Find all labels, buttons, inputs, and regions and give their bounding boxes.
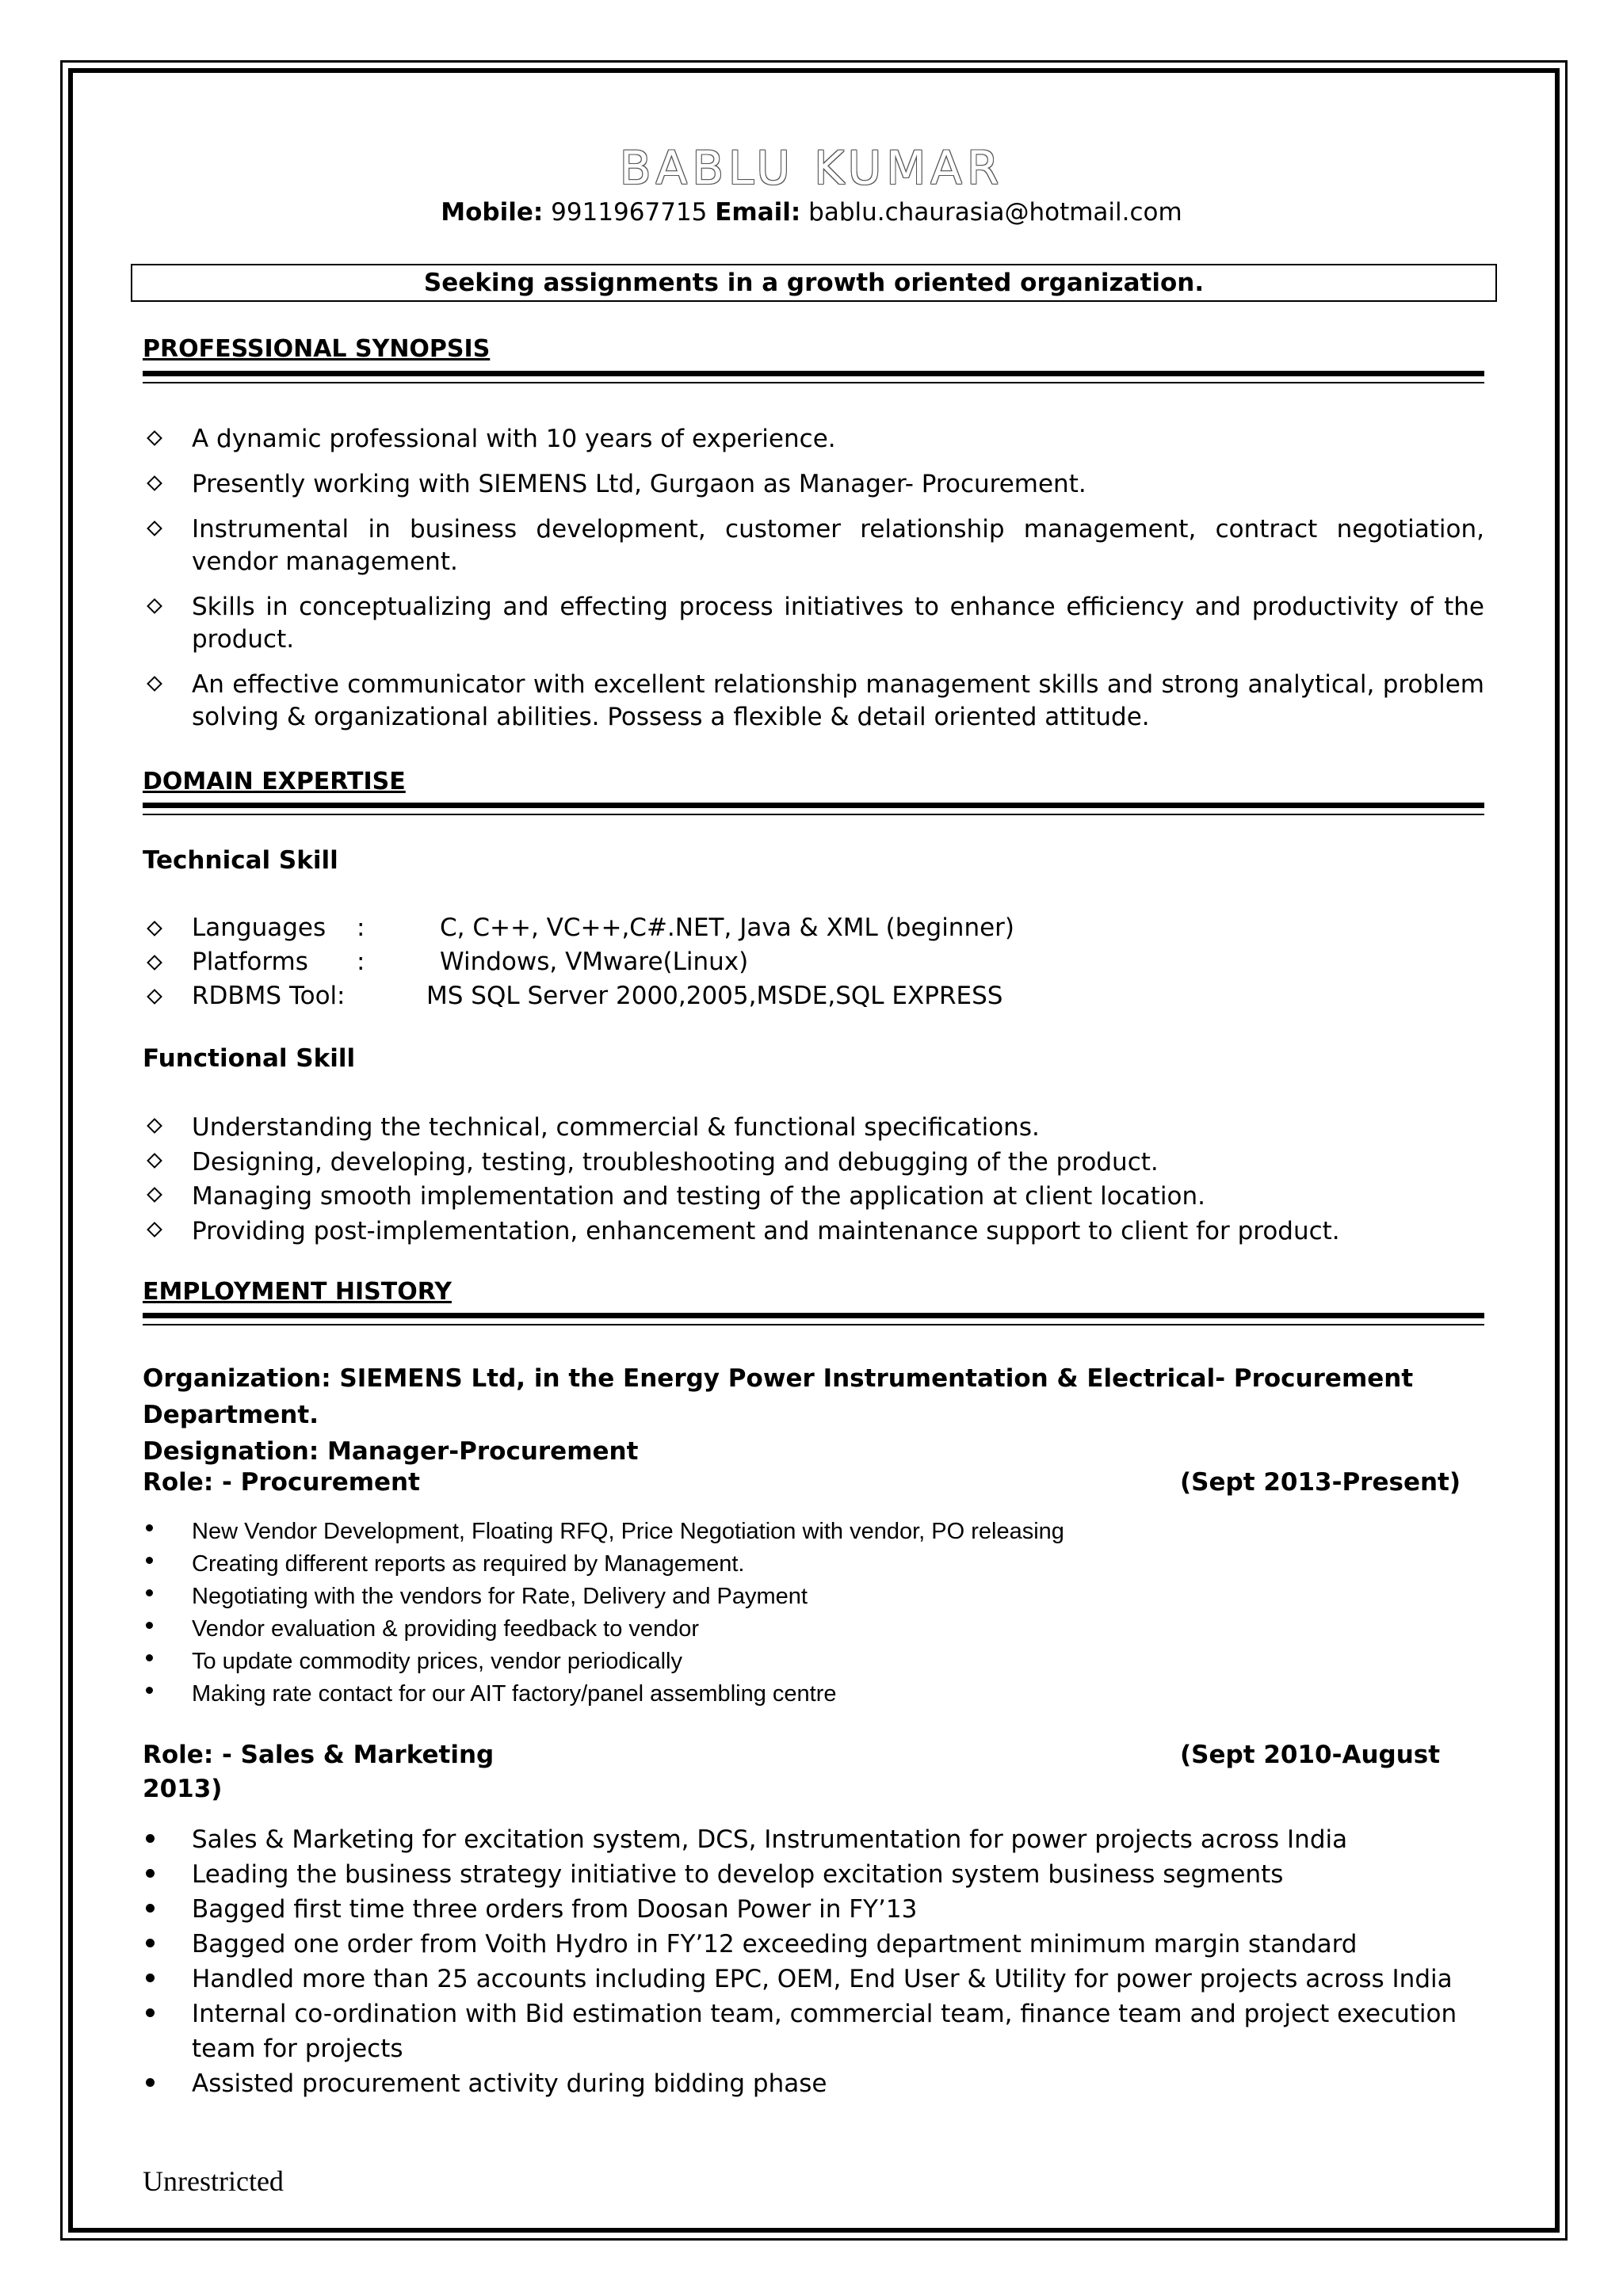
list-item: Bagged one order from Voith Hydro in FY’12 exceeding department minimum margin standard [143,1927,1484,1962]
role-period-procurement: (Sept 2013-Present) [1180,1468,1461,1497]
bullet-dot-icon [146,1687,153,1694]
list-item: Skills in conceptualizing and effecting process initiatives to enhance efficiency and productivity of the product. [143,591,1484,656]
section-rule [143,371,1484,383]
mobile-label: Mobile: [441,198,544,227]
diamond-bullet-icon [147,1222,162,1238]
contact-line [0,198,1623,227]
list-item: Managing smooth implementation and testing of the application at client location. [143,1180,1484,1215]
list-item: Bagged first time three orders from Doosan Power in FY’13 [143,1892,1484,1927]
functional-list [143,1111,1484,1249]
mobile-number: 9911967715 [551,198,708,227]
skill-row-rdbms: RDBMS Tool : MS SQL Server 2000,2005,MSDE,SQL EXPRESS [143,982,1094,1013]
designation-line: Designation: Manager-Procurement [143,1437,639,1466]
email-label: Email: [715,198,801,227]
diamond-bullet-icon [147,430,162,446]
list-item: Sales & Marketing for excitation system, DCS, Instrumentation for power projects across India [143,1822,1484,1857]
procurement-duties [143,1516,1484,1711]
organization-line: Organization: SIEMENS Ltd, in the Energy Power Instrumentation & Electrical- Procurement Department. [143,1364,1414,1429]
list-item: An effective communicator with excellent relationship management skills and strong analytical, problem solving & organizational abilities. Possess a flexible & detail oriented attitude. [143,669,1484,734]
candidate-name: BABLU KUMAR [619,141,1004,195]
list-item: Providing post-implementation, enhancement and maintenance support to client for product. [143,1215,1484,1249]
objective-box: Seeking assignments in a growth oriented organization. [131,264,1497,302]
diamond-bullet-icon [147,475,162,491]
list-item: Leading the business strategy initiative to develop excitation system business segments [143,1857,1484,1892]
diamond-bullet-icon [147,1118,162,1134]
functional-skill-title: Functional Skill [143,1044,356,1073]
list-item: Vendor evaluation & providing feedback to vendor [143,1613,1484,1646]
list-item: Negotiating with the vendors for Rate, Delivery and Payment [143,1581,1484,1613]
list-item: New Vendor Development, Floating RFQ, Price Negotiation with vendor, PO releasing [143,1516,1484,1548]
diamond-bullet-icon [147,676,162,692]
list-item: Presently working with SIEMENS Ltd, Gurgaon as Manager- Procurement. [143,468,1484,501]
diamond-bullet-icon [147,921,162,936]
role-period-sales-cont: 2013) [143,1775,223,1803]
section-rule [143,803,1484,815]
bullet-dot-icon [146,1834,155,1843]
bullet-dot-icon [146,1939,155,1947]
email-address: bablu.chaurasia@hotmail.com [808,198,1182,227]
list-item: Creating different reports as required by Management. [143,1548,1484,1581]
section-title-domain: DOMAIN EXPERTISE [143,768,406,795]
bullet-dot-icon [146,1622,153,1629]
list-item: Instrumental in business development, customer relationship management, contract negotiation, vendor management. [143,513,1484,578]
list-item: Handled more than 25 accounts including EPC, OEM, End User & Utility for power projects across India [143,1962,1484,1997]
synopsis-list [143,423,1484,734]
role-period-sales: (Sept 2010-August [1180,1741,1441,1769]
sales-duties [143,1822,1484,2101]
diamond-bullet-icon [147,1187,162,1203]
list-item: Understanding the technical, commercial & functional specifications. [143,1111,1484,1146]
list-item: To update commodity prices, vendor periodically [143,1646,1484,1678]
bullet-dot-icon [146,1589,153,1596]
section-title-synopsis: PROFESSIONAL SYNOPSIS [143,335,491,363]
section-title-employment: EMPLOYMENT HISTORY [143,1278,452,1306]
bullet-dot-icon [146,1974,155,1982]
skill-row-languages: Languages : C, C++, VC++,C#.NET, Java & XML (beginner) [143,913,1094,945]
diamond-bullet-icon [147,598,162,614]
role-title-procurement: Role: - Procurement [143,1468,420,1497]
role-title-sales: Role: - Sales & Marketing [143,1741,495,1769]
bullet-dot-icon [146,1904,155,1913]
diamond-bullet-icon [147,989,162,1005]
bullet-dot-icon [146,1524,153,1531]
list-item: Making rate contact for our AIT factory/panel assembling centre [143,1678,1484,1711]
technical-skill-title: Technical Skill [143,846,338,875]
list-item: A dynamic professional with 10 years of experience. [143,423,1484,456]
section-rule [143,1313,1484,1325]
diamond-bullet-icon [147,1153,162,1169]
list-item: Internal co-ordination with Bid estimation team, commercial team, finance team and project execution team for projects [143,1997,1484,2066]
list-item: Assisted procurement activity during bidding phase [143,2066,1484,2101]
bullet-dot-icon [146,2008,155,2017]
bullet-dot-icon [146,1557,153,1564]
bullet-dot-icon [146,1654,153,1661]
diamond-bullet-icon [147,955,162,971]
classification-footer: Unrestricted [143,2165,284,2197]
organization-info [143,1360,1484,1470]
bullet-dot-icon [146,1869,155,1878]
bullet-dot-icon [146,2078,155,2087]
list-item: Designing, developing, testing, troubleshooting and debugging of the product. [143,1146,1484,1180]
skill-row-platforms: Platforms : Windows, VMware(Linux) [143,948,1094,979]
diamond-bullet-icon [147,521,162,536]
